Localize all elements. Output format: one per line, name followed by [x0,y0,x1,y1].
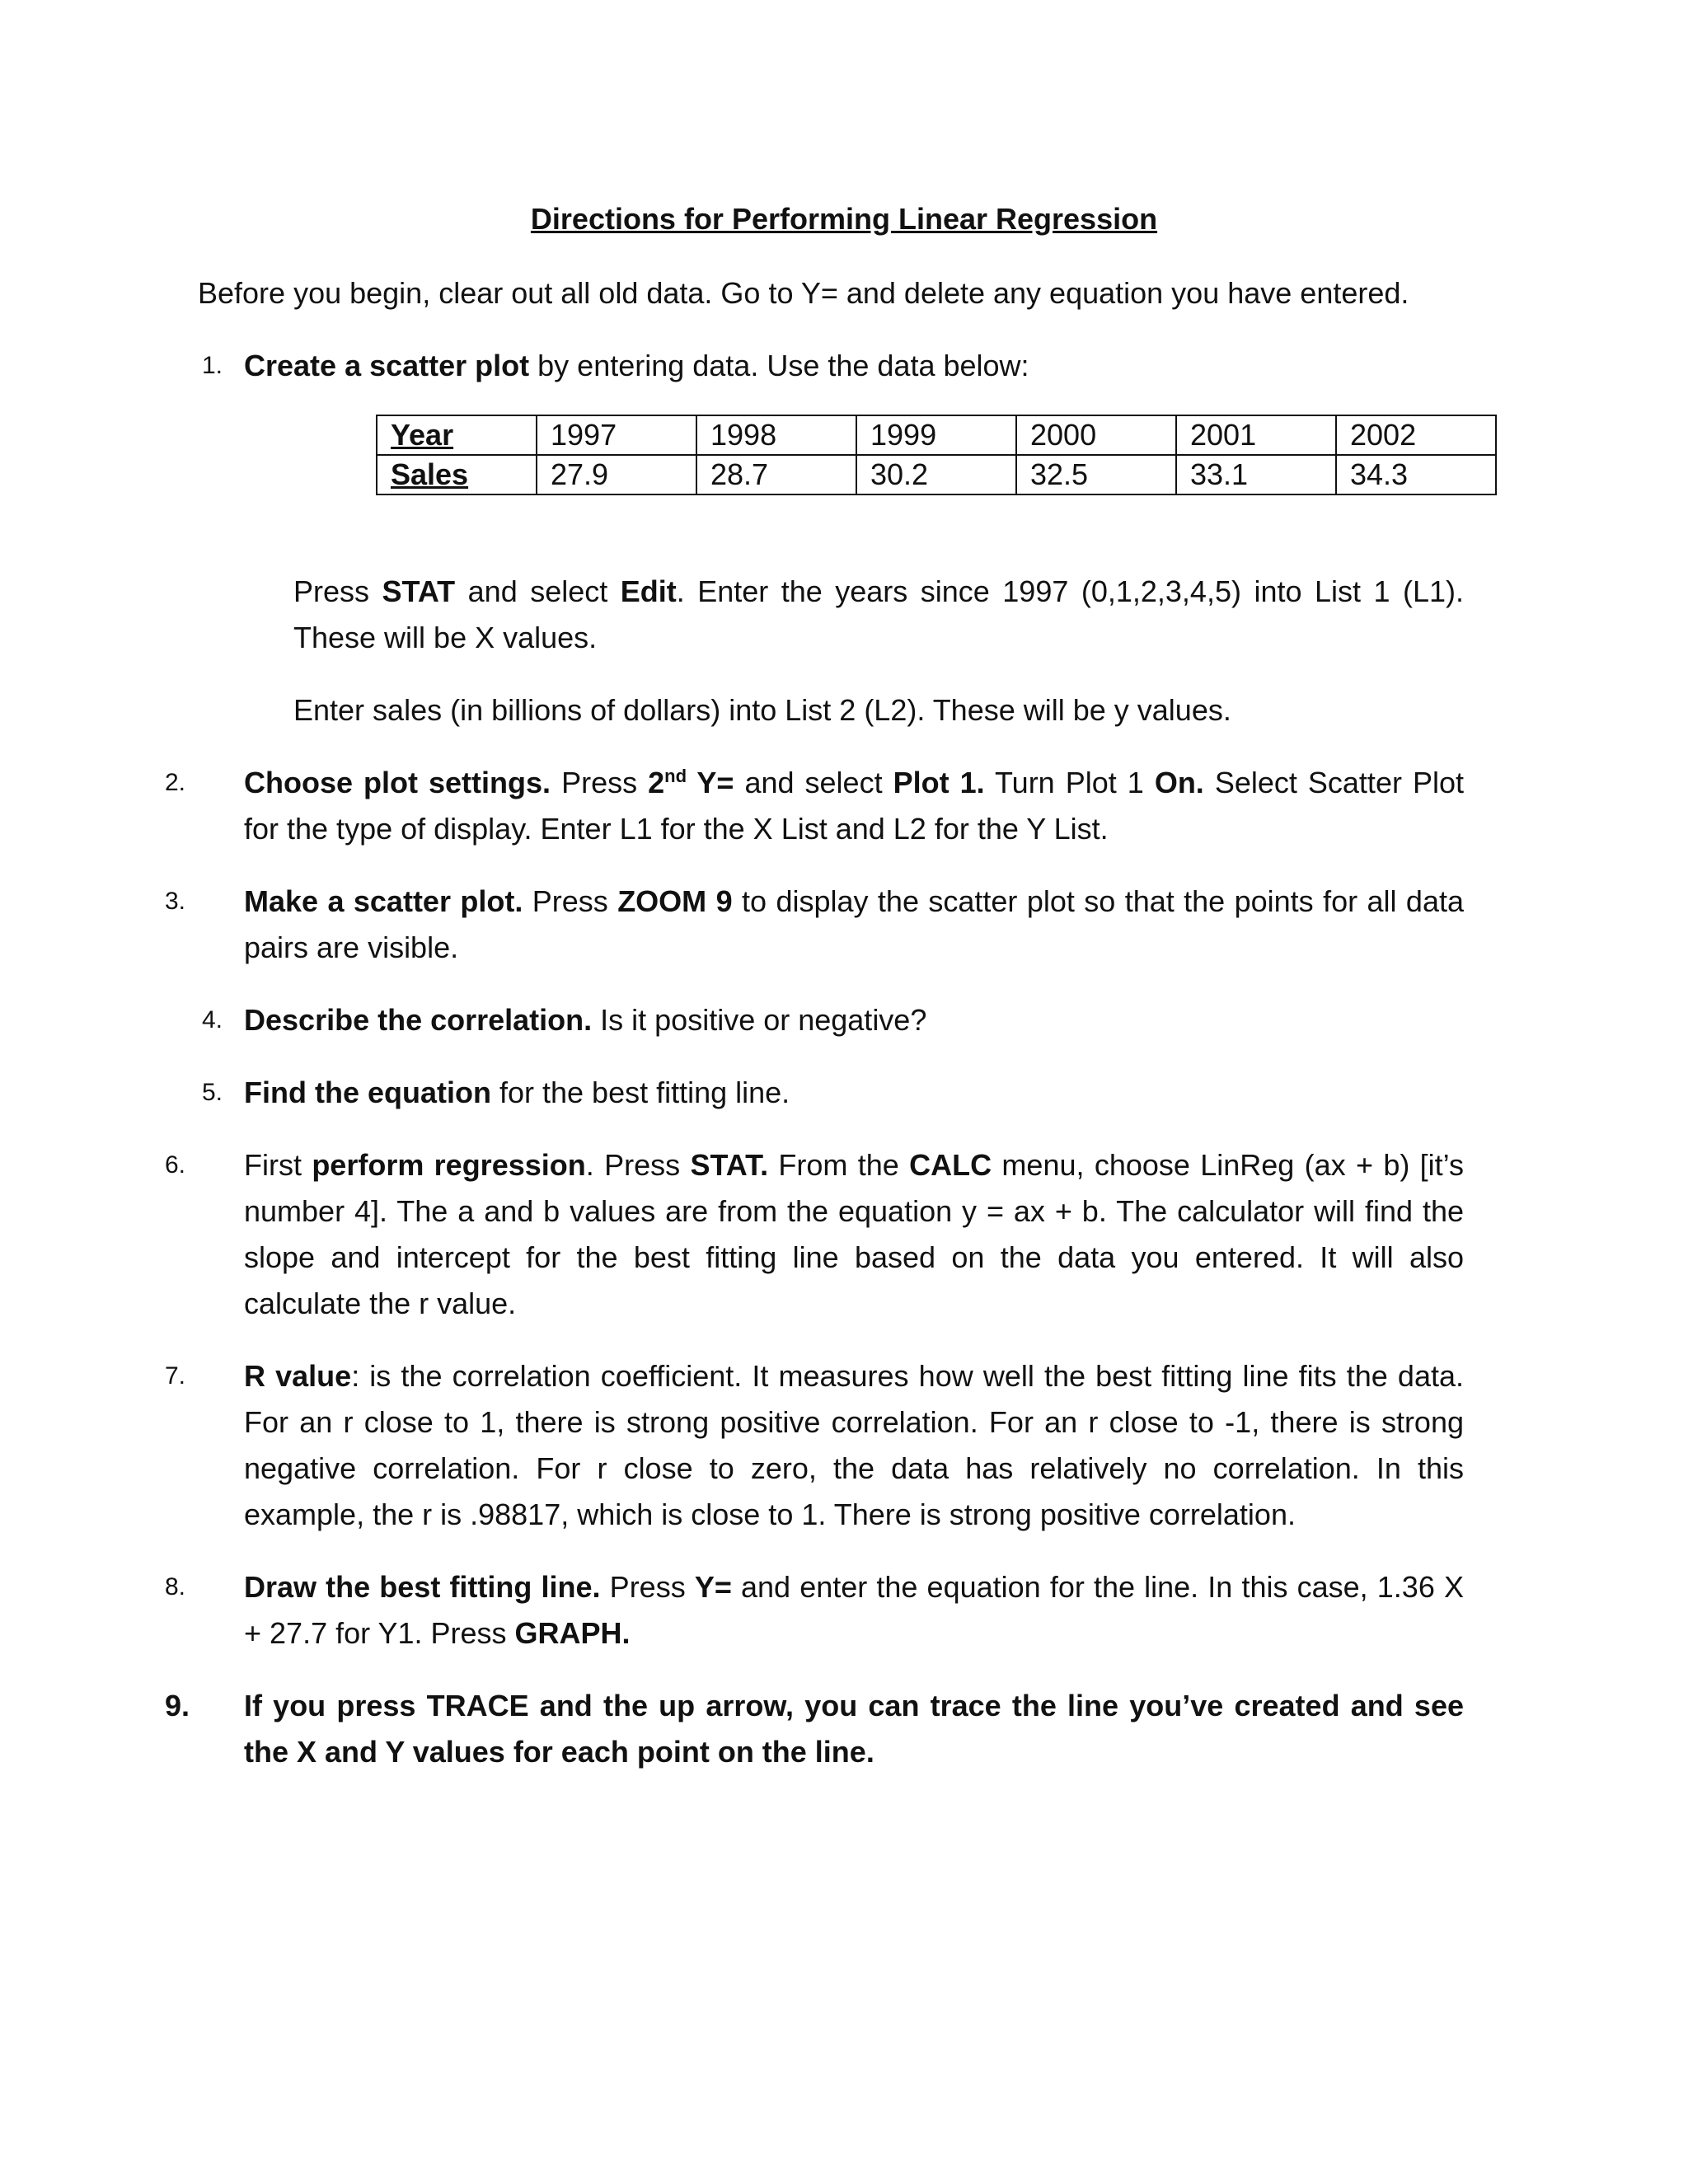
step-heading: Find the equation [244,1076,491,1109]
step-8 [165,1564,1464,1657]
step-text [244,349,1029,382]
key-stat: STAT [382,574,456,608]
superscript: nd [664,766,687,786]
step-heading: R value [244,1359,352,1393]
step-heading: Describe the correlation. [244,1003,593,1037]
table-cell: 1997 [537,415,696,455]
edit-instructions [293,569,1464,661]
table-cell: 27.9 [537,455,696,494]
table-cell: 30.2 [856,455,1016,494]
text-run: Press [600,1570,695,1604]
text-run: Select Scatter Plot for the type of display. Enter L1 for the X List and L2 for the Y List. [244,766,1464,846]
table-row [377,455,1496,494]
step-number: 7. [165,1362,186,1390]
step-6 [165,1142,1465,1327]
key-stat: STAT. [690,1148,769,1182]
text-run: Turn Plot 1 [984,766,1155,799]
key-zoom9: ZOOM 9 [617,884,733,918]
table-cell: 28.7 [696,455,856,494]
step-number: 2. [165,769,186,796]
text-run: Press [523,884,618,918]
table-row [377,415,1496,455]
text-run: Is it positive or negative? [592,1003,927,1037]
step-9 [165,1683,1464,1775]
step-heading: Create a scatter plot [244,349,530,382]
text-run: menu, choose LinReg (ax + b) [it’s number 4]. The a and b values are from the equation y = ax + b. The calculator will find the slope and intercept for the best fitting line based on the data you entered. It will also calculate the r value. [244,1148,1465,1320]
table-cell: 1999 [856,415,1016,455]
step-3 [165,879,1464,971]
step-number: 1. [201,352,223,379]
text-run: and enter the equation for the line. In this case, 1.36 X + 27.7 for Y1. Press [244,1570,1464,1650]
step-2 [165,760,1464,852]
step-heading: If you press TRACE and the up arrow, you can trace the line you’ve created and see the X and Y values for each point on the line. [244,1689,1464,1769]
row-label-sales: Sales [377,455,537,494]
step-number: 5. [201,1079,223,1106]
step-7 [165,1353,1464,1538]
intro-paragraph: Before you begin, clear out all old data. Go to Y= and delete any equation you have entered. [198,276,1409,310]
step-number: 3. [165,888,186,915]
step-5 [201,1070,1464,1116]
row-label-year: Year [377,415,537,455]
step-heading: Make a scatter plot. [244,884,523,918]
step-1 [201,343,1464,389]
text-run: From the [768,1148,910,1182]
sales-instructions: Enter sales (in billions of dollars) into List 2 (L2). These will be y values. [293,693,1231,727]
key-edit: Edit [620,574,677,608]
text-run: Press [551,766,649,799]
text-run: and select [734,766,893,799]
step-heading: perform regression [312,1148,586,1182]
step-heading: Choose plot settings. [244,766,551,799]
step-heading: Draw the best fitting line. [244,1570,601,1604]
text-run: Press [293,574,382,608]
text-run: for the best fitting line. [490,1076,790,1109]
table-cell: 33.1 [1176,455,1336,494]
text-run: . Enter the years since 1997 (0,1,2,3,4,5) into List 1 (L1). These will be X values. [293,574,1464,654]
page-title-text: Directions for Performing Linear Regression [530,202,1158,236]
key-y-equals: Y= [694,1570,732,1604]
key-y-equals: Y= [687,766,734,799]
step-body: by entering data. Use the data below: [529,349,1029,382]
table-cell: 1998 [696,415,856,455]
key-graph: GRAPH. [514,1616,631,1650]
step-number: 6. [165,1151,186,1179]
text-run: to display the scatter plot so that the points for all data pairs are visible. [244,884,1464,964]
key-calc: CALC [909,1148,992,1182]
step-number: 8. [165,1573,186,1601]
table-cell: 32.5 [1016,455,1176,494]
text-run: First [244,1148,312,1182]
text-run: . Press [585,1148,691,1182]
table-cell: 2001 [1176,415,1336,455]
key-plot1: Plot 1. [893,766,985,799]
step-number: 9. [165,1689,190,1722]
text-run: and select [455,574,621,608]
key-on: On. [1154,766,1204,799]
step-4 [201,997,1464,1043]
table-cell: 2000 [1016,415,1176,455]
step-number: 4. [201,1006,223,1033]
data-table [376,415,1497,495]
table-cell: 2002 [1336,415,1496,455]
text-run: : is the correlation coefficient. It measures how well the best fitting line fits the data. For an r close to 1, there is strong positive correlation. For an r close to -1, there is strong negative correlation. For r close to zero, the data has relatively no correlation. In this example, the r is .98817, which is close to 1. There is strong positive correlation. [244,1359,1464,1531]
page-title [0,196,1688,242]
table-cell: 34.3 [1336,455,1496,494]
key-2nd: 2 [648,766,665,799]
